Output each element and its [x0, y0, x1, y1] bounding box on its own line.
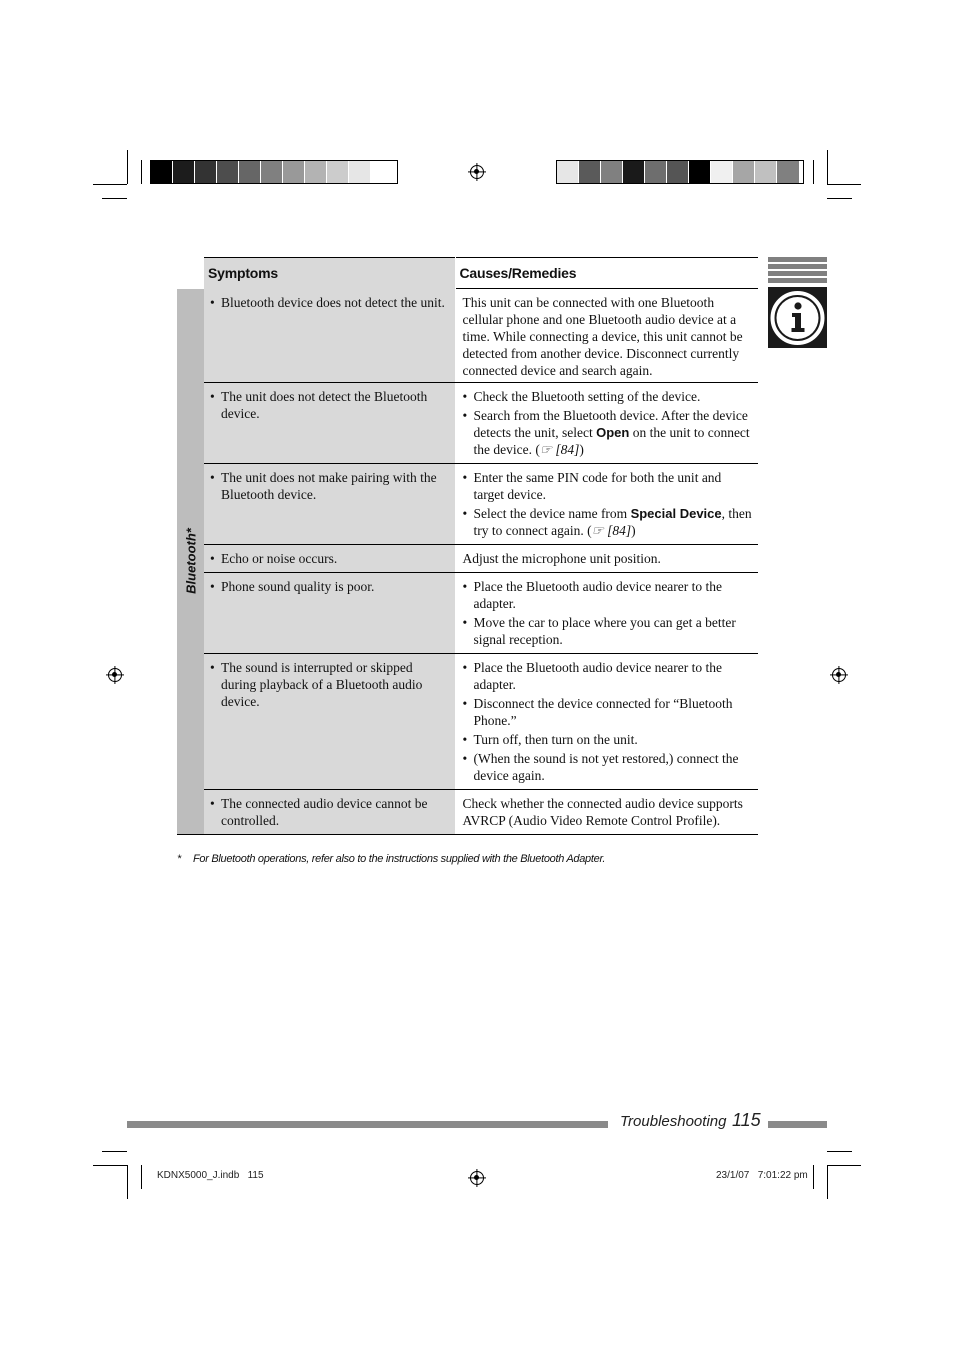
footer-bar: [768, 1121, 827, 1128]
cause-text: ): [579, 442, 584, 457]
color-swatch: [371, 161, 393, 183]
symptom-cell: [204, 573, 455, 654]
crop-mark: [127, 1165, 128, 1199]
color-swatch: [261, 161, 283, 183]
color-swatch: [173, 161, 195, 183]
table-row: [177, 464, 758, 545]
page-reference: ☞ [84]: [591, 523, 632, 538]
crop-mark: [102, 198, 127, 199]
page-reference: ☞ [84]: [539, 442, 580, 457]
color-swatch: [349, 161, 371, 183]
footnote-text: For Bluetooth operations, refer also to the instructions supplied with the Bluetooth Adapter.: [193, 853, 606, 865]
footnote: [177, 853, 605, 865]
slug-file: KDNX5000_J.indb 115: [157, 1170, 264, 1181]
symptom-cell: [204, 654, 455, 790]
color-swatch: [217, 161, 239, 183]
info-icon: [768, 287, 827, 348]
color-swatch: [755, 161, 777, 183]
color-swatch: [667, 161, 689, 183]
section-tab-bars: [768, 257, 827, 285]
troubleshooting-table: [177, 257, 758, 835]
footer-bar: [127, 1121, 608, 1128]
cause-cell: [455, 654, 758, 790]
registration-mark-icon: [108, 668, 122, 682]
cause-item: • Check the Bluetooth setting of the device.: [463, 388, 755, 405]
cause-item: • (When the sound is not yet restored,) connect the device again.: [463, 750, 755, 784]
symptom-text: • The connected audio device cannot be controlled.: [210, 795, 447, 829]
color-swatch: [327, 161, 349, 183]
cause-text: Check whether the connected audio device supports AVRCP (Audio Video Remote Control Profile).: [462, 796, 743, 828]
crop-mark: [827, 1165, 861, 1166]
symptom-cell: [204, 383, 455, 464]
table-row: [177, 383, 758, 464]
cause-cell: [455, 289, 758, 383]
table-row: [177, 289, 758, 383]
symptom-text: • Phone sound quality is poor.: [210, 578, 447, 595]
cause-item: • Move the car to place where you can get a better signal reception.: [463, 614, 755, 648]
crop-mark: [93, 1165, 127, 1166]
cause-cell: [455, 383, 758, 464]
cause-text: on the unit to connect the device. (: [473, 425, 750, 457]
slug-timestamp: 23/1/07 7:01:22 pm: [716, 1170, 808, 1181]
registration-mark-icon: [470, 1171, 484, 1185]
cause-item: • Turn off, then turn on the unit.: [463, 731, 755, 748]
symptom-text: • Echo or noise occurs.: [210, 550, 447, 567]
table-row: [177, 654, 758, 790]
crop-mark: [827, 150, 828, 184]
crop-mark: [93, 184, 127, 185]
crop-mark: [827, 184, 861, 185]
menu-key-label: Open: [596, 425, 630, 440]
info-tab: [768, 287, 827, 348]
registration-mark-icon: [832, 668, 846, 682]
symptom-cell: [204, 289, 455, 383]
crop-mark: [127, 150, 128, 184]
color-swatch: [195, 161, 217, 183]
crop-mark: [827, 1165, 828, 1199]
color-swatch: [151, 161, 173, 183]
cause-text: , then try to connect again. (: [473, 506, 752, 538]
cause-item: • Disconnect the device connected for “Bluetooth Phone.”: [463, 695, 755, 729]
cause-item: [463, 407, 755, 458]
cause-text: Search from the Bluetooth device. After the device detects the unit, select: [473, 408, 748, 440]
crop-mark: [813, 1165, 814, 1189]
symptom-cell: [204, 464, 455, 545]
cause-cell: [455, 464, 758, 545]
footnote-marker: *: [177, 853, 181, 865]
cause-cell: [455, 573, 758, 654]
cause-cell: [455, 545, 758, 573]
crop-mark: [813, 160, 814, 184]
table-row: [177, 790, 758, 835]
cause-item: [463, 505, 755, 539]
table-header: [177, 258, 758, 289]
symptom-text: • The unit does not detect the Bluetooth device.: [210, 388, 447, 422]
color-swatch: [557, 161, 579, 183]
crop-mark: [141, 1165, 142, 1189]
category-cell: [177, 289, 204, 835]
crop-mark: [827, 198, 852, 199]
table-row: [177, 545, 758, 573]
menu-key-label: Special Device: [630, 506, 722, 521]
crop-mark: [141, 160, 142, 184]
cause-item: • Enter the same PIN code for both the unit and target device.: [463, 469, 755, 503]
footer-section: Troubleshooting: [620, 1113, 727, 1130]
color-swatch-bar-right: [556, 160, 804, 184]
symptom-cell: [204, 545, 455, 573]
cause-text: This unit can be connected with one Bluetooth cellular phone and one Bluetooth audio device at a time. While connecting a device, this unit cannot be detected from another device. Disconnect currently connected device and search again.: [462, 295, 743, 378]
registration-mark-icon: [470, 165, 484, 179]
header-causes: Causes/Remedies: [455, 258, 758, 289]
header-symptoms: Symptoms: [204, 258, 455, 289]
color-swatch: [689, 161, 711, 183]
page-number: 115: [732, 1110, 761, 1130]
cause-item: • Place the Bluetooth audio device nearer to the adapter.: [463, 659, 755, 693]
color-swatch: [777, 161, 799, 183]
color-swatch: [239, 161, 261, 183]
color-swatch: [283, 161, 305, 183]
crop-mark: [827, 1151, 852, 1152]
color-swatch: [579, 161, 601, 183]
category-label: Bluetooth*: [183, 528, 198, 595]
color-swatch: [645, 161, 667, 183]
color-swatch: [623, 161, 645, 183]
color-swatch: [733, 161, 755, 183]
symptom-cell: [204, 790, 455, 835]
color-swatch: [601, 161, 623, 183]
cause-text: ): [631, 523, 636, 538]
symptom-text: • Bluetooth device does not detect the unit.: [210, 294, 447, 311]
crop-mark: [102, 1151, 127, 1152]
color-swatch: [305, 161, 327, 183]
cause-item: • Place the Bluetooth audio device nearer to the adapter.: [463, 578, 755, 612]
color-swatch-bar-left: [150, 160, 398, 184]
cause-cell: [455, 790, 758, 835]
symptom-text: • The unit does not make pairing with the Bluetooth device.: [210, 469, 447, 503]
table-row: [177, 573, 758, 654]
cause-text: Adjust the microphone unit position.: [462, 551, 661, 566]
color-swatch: [711, 161, 733, 183]
symptom-text: • The sound is interrupted or skipped during playback of a Bluetooth audio device.: [210, 659, 447, 710]
cause-text: Select the device name from: [473, 506, 631, 521]
header-blank: [177, 258, 204, 289]
